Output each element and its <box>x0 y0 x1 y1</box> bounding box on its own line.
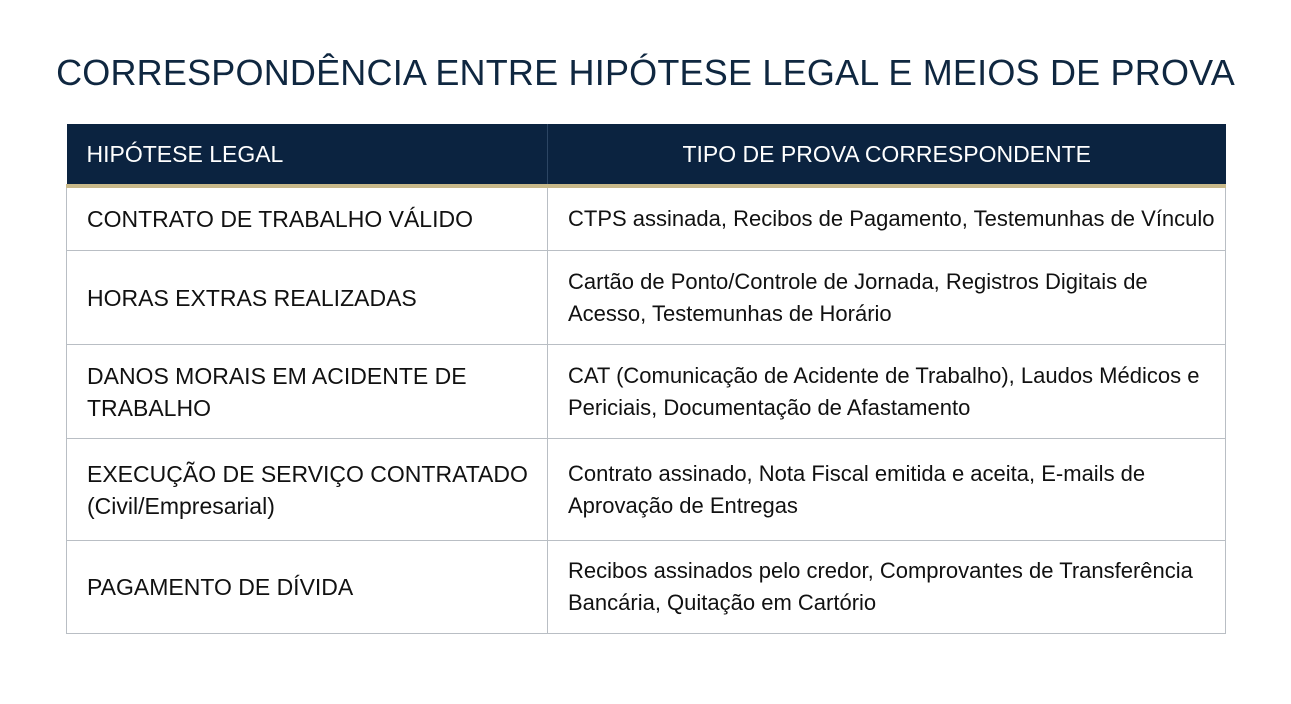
table-body <box>67 186 1226 634</box>
column-header-hipotese: HIPÓTESE LEGAL <box>67 124 548 186</box>
table-row <box>67 251 1226 345</box>
page-title: CORRESPONDÊNCIA ENTRE HIPÓTESE LEGAL E MEIOS DE PROVA <box>56 52 1235 93</box>
evidence-table <box>66 124 1226 634</box>
cell-hipotese: DANOS MORAIS EM ACIDENTE DE TRABALHO <box>67 345 548 439</box>
cell-prova: Recibos assinados pelo credor, Comprovantes de Transferência Bancária, Quitação em Cartório <box>548 541 1226 634</box>
table-row <box>67 541 1226 634</box>
evidence-table-container <box>66 124 1225 634</box>
cell-prova: Contrato assinado, Nota Fiscal emitida e aceita, E-mails de Aprovação de Entregas <box>548 439 1226 541</box>
column-header-prova: TIPO DE PROVA CORRESPONDENTE <box>548 124 1226 186</box>
table-header <box>67 124 1226 186</box>
cell-prova: CAT (Comunicação de Acidente de Trabalho), Laudos Médicos e Periciais, Documentação de Afastamento <box>548 345 1226 439</box>
cell-hipotese: HORAS EXTRAS REALIZADAS <box>67 251 548 345</box>
cell-prova: CTPS assinada, Recibos de Pagamento, Testemunhas de Vínculo <box>548 186 1226 251</box>
table-row <box>67 345 1226 439</box>
cell-hipotese: EXECUÇÃO DE SERVIÇO CONTRATADO (Civil/Empresarial) <box>67 439 548 541</box>
cell-prova: Cartão de Ponto/Controle de Jornada, Registros Digitais de Acesso, Testemunhas de Horário <box>548 251 1226 345</box>
table-row <box>67 439 1226 541</box>
header-row <box>67 124 1226 186</box>
cell-hipotese: CONTRATO DE TRABALHO VÁLIDO <box>67 186 548 251</box>
cell-hipotese: PAGAMENTO DE DÍVIDA <box>67 541 548 634</box>
table-row <box>67 186 1226 251</box>
